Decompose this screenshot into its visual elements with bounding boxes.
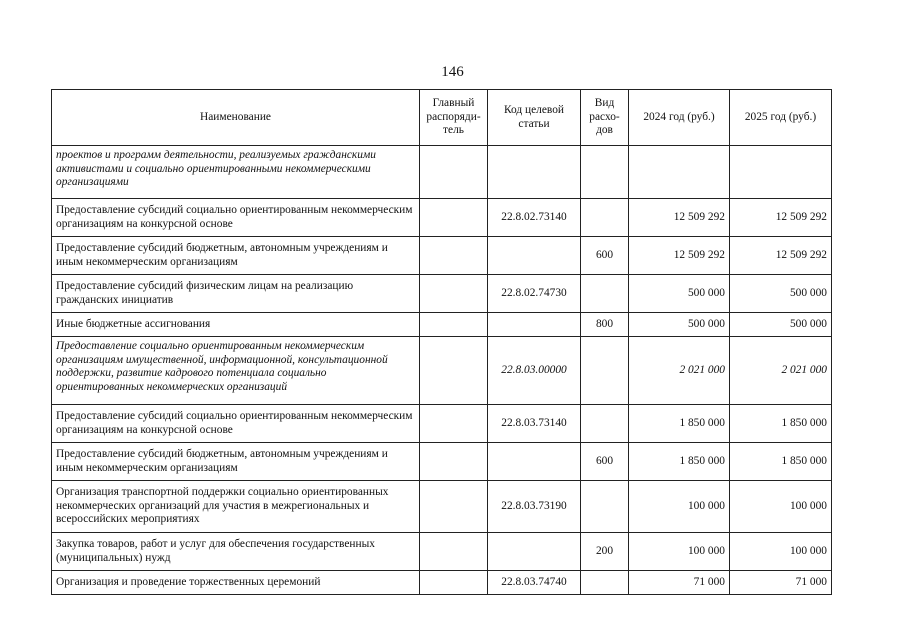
cell-2025: 100 000 [730, 533, 832, 571]
column-header-code: Код целевой статьи [488, 90, 581, 146]
cell-code: 22.8.02.74730 [488, 275, 581, 313]
cell-code [488, 313, 581, 337]
cell-name: Предоставление субсидий социально ориентированным некоммерческим организациям на конкурсной основе [52, 199, 420, 237]
budget-table [51, 89, 832, 595]
cell-name: Предоставление социально ориентированным некоммерческим организациям имущественной, информационной, консультационной поддержки, развитие кадрового потенциала социально ориентированных некоммерческих организаций [52, 337, 420, 405]
cell-grbs [420, 146, 488, 199]
cell-vid [581, 275, 629, 313]
cell-2025: 500 000 [730, 275, 832, 313]
cell-code: 22.8.03.73190 [488, 481, 581, 533]
cell-2024: 71 000 [629, 571, 730, 595]
table-row [52, 533, 832, 571]
cell-2024: 2 021 000 [629, 337, 730, 405]
cell-vid: 600 [581, 237, 629, 275]
cell-2025: 500 000 [730, 313, 832, 337]
table-row [52, 313, 832, 337]
cell-code [488, 533, 581, 571]
cell-2025: 12 509 292 [730, 237, 832, 275]
cell-2024: 12 509 292 [629, 199, 730, 237]
table-row [52, 237, 832, 275]
cell-code [488, 146, 581, 199]
cell-grbs [420, 443, 488, 481]
cell-vid: 800 [581, 313, 629, 337]
cell-vid [581, 405, 629, 443]
column-header-2025: 2025 год (руб.) [730, 90, 832, 146]
cell-name: Предоставление субсидий бюджетным, автономным учреждениям и иным некоммерческим организациям [52, 443, 420, 481]
cell-code: 22.8.03.00000 [488, 337, 581, 405]
table-row [52, 146, 832, 199]
cell-2024 [629, 146, 730, 199]
cell-name: Предоставление субсидий бюджетным, автономным учреждениям и иным некоммерческим организациям [52, 237, 420, 275]
cell-name: Организация и проведение торжественных церемоний [52, 571, 420, 595]
column-header-2024: 2024 год (руб.) [629, 90, 730, 146]
cell-name: проектов и программ деятельности, реализуемых гражданскими активистами и социально ориентированными некоммерческими организациями [52, 146, 420, 199]
cell-code [488, 443, 581, 481]
cell-2025 [730, 146, 832, 199]
cell-2024: 500 000 [629, 275, 730, 313]
cell-2024: 1 850 000 [629, 405, 730, 443]
cell-vid [581, 146, 629, 199]
column-header-grbs: Главный распоряди-тель [420, 90, 488, 146]
column-header-vid: Вид расхо-дов [581, 90, 629, 146]
table-row [52, 337, 832, 405]
cell-vid [581, 481, 629, 533]
cell-2024: 100 000 [629, 481, 730, 533]
table-row [52, 571, 832, 595]
cell-2025: 1 850 000 [730, 443, 832, 481]
cell-name: Предоставление субсидий физическим лицам на реализацию гражданских инициатив [52, 275, 420, 313]
cell-grbs [420, 337, 488, 405]
cell-code: 22.8.02.73140 [488, 199, 581, 237]
cell-2024: 12 509 292 [629, 237, 730, 275]
table-header-row [52, 90, 832, 146]
cell-2025: 71 000 [730, 571, 832, 595]
cell-2025: 2 021 000 [730, 337, 832, 405]
cell-2024: 100 000 [629, 533, 730, 571]
cell-grbs [420, 533, 488, 571]
cell-code [488, 237, 581, 275]
cell-grbs [420, 481, 488, 533]
cell-grbs [420, 237, 488, 275]
cell-vid: 200 [581, 533, 629, 571]
page-number: 146 [441, 64, 464, 80]
cell-vid [581, 571, 629, 595]
cell-grbs [420, 571, 488, 595]
cell-name: Закупка товаров, работ и услуг для обеспечения государственных (муниципальных) нужд [52, 533, 420, 571]
cell-grbs [420, 275, 488, 313]
cell-2024: 1 850 000 [629, 443, 730, 481]
cell-code: 22.8.03.73140 [488, 405, 581, 443]
cell-grbs [420, 313, 488, 337]
cell-2025: 1 850 000 [730, 405, 832, 443]
column-header-name: Наименование [52, 90, 420, 146]
cell-2025: 12 509 292 [730, 199, 832, 237]
cell-name: Организация транспортной поддержки социально ориентированных некоммерческих организаций для участия в межрегиональных и всероссийских мероприятиях [52, 481, 420, 533]
cell-2025: 100 000 [730, 481, 832, 533]
cell-name: Предоставление субсидий социально ориентированным некоммерческим организациям на конкурсной основе [52, 405, 420, 443]
cell-vid: 600 [581, 443, 629, 481]
table-row [52, 481, 832, 533]
cell-code: 22.8.03.74740 [488, 571, 581, 595]
table-row [52, 199, 832, 237]
table-row [52, 405, 832, 443]
cell-2024: 500 000 [629, 313, 730, 337]
table-row [52, 443, 832, 481]
cell-vid [581, 337, 629, 405]
cell-name: Иные бюджетные ассигнования [52, 313, 420, 337]
cell-grbs [420, 199, 488, 237]
table-body [52, 146, 832, 595]
table-row [52, 275, 832, 313]
cell-vid [581, 199, 629, 237]
cell-grbs [420, 405, 488, 443]
